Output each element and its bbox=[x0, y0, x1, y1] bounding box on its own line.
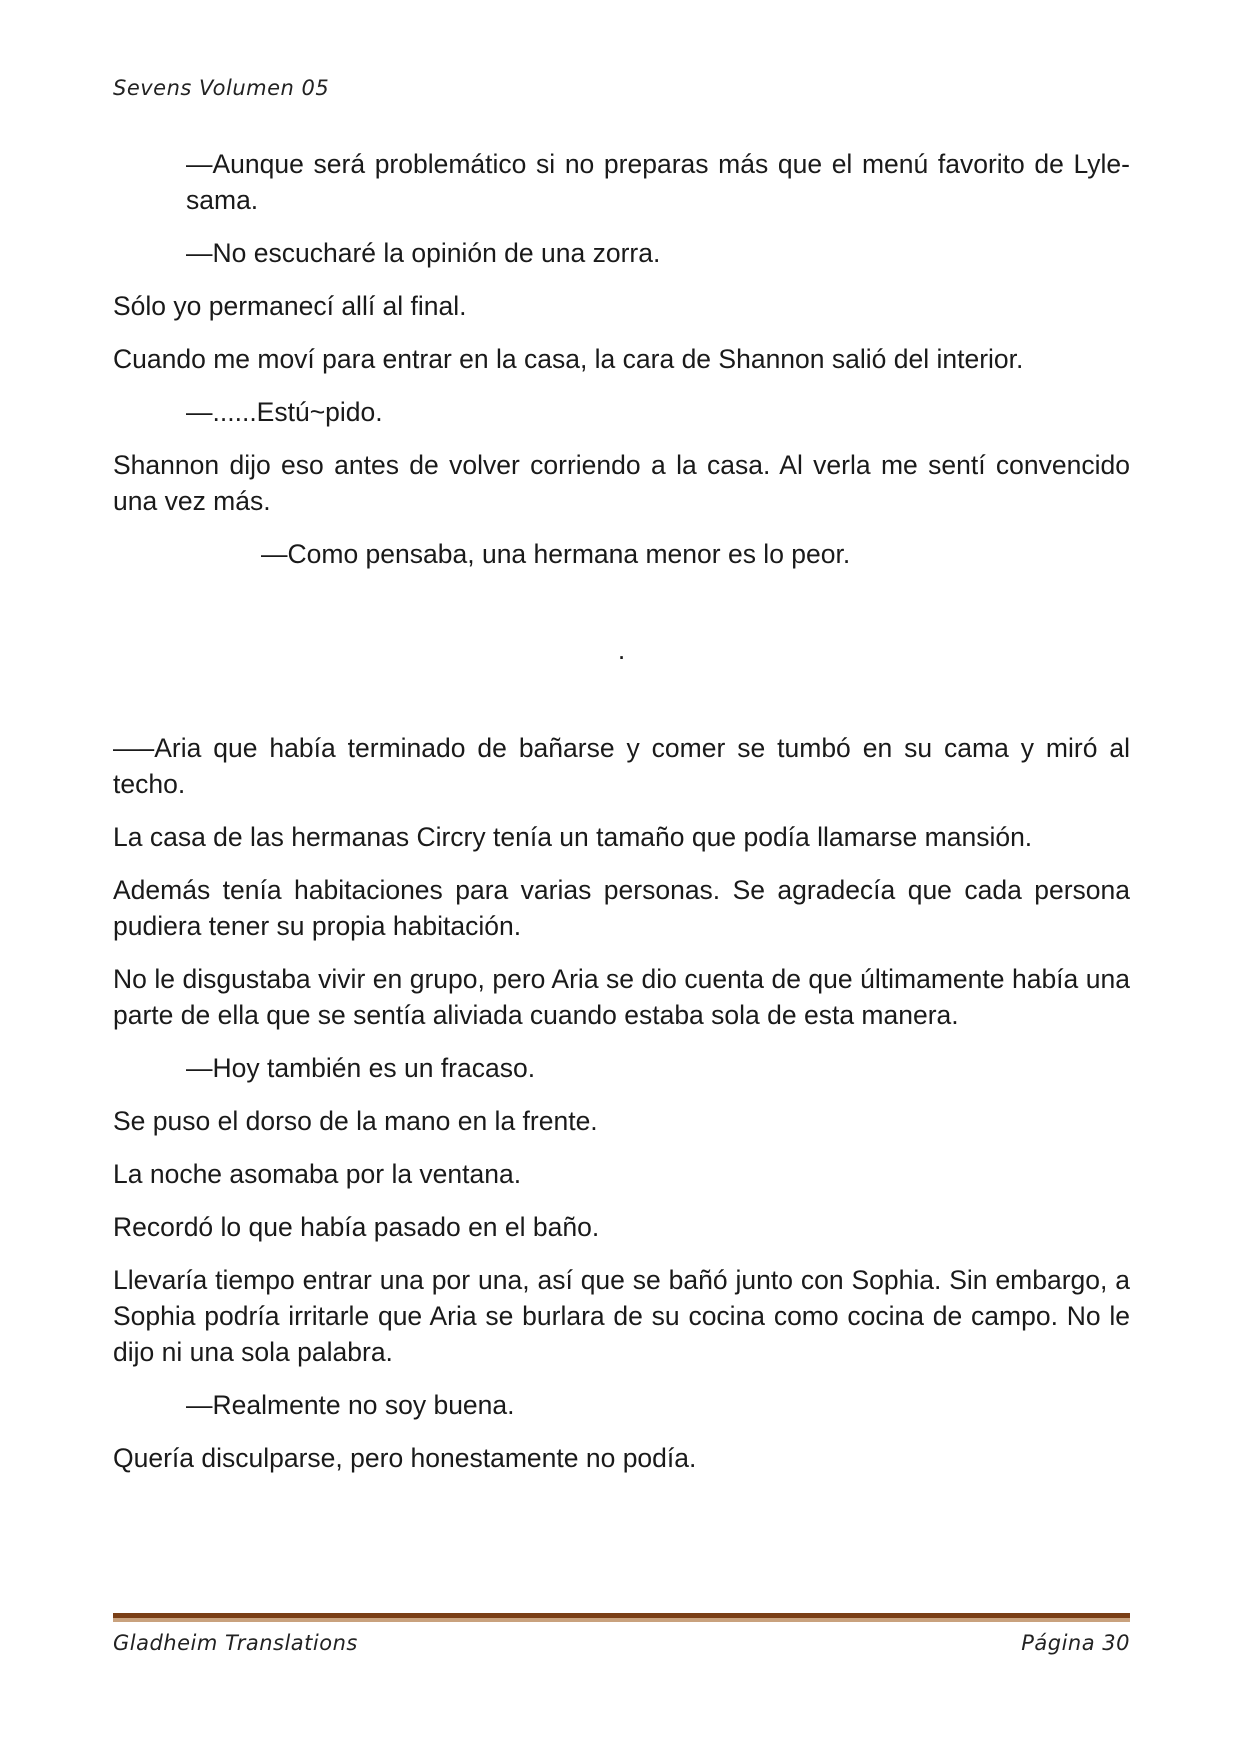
body-paragraph: La noche asomaba por la ventana. bbox=[113, 1159, 522, 1189]
dialogue-line: —Hoy también es un fracaso. bbox=[186, 1053, 536, 1083]
page-number: Página 30 bbox=[1021, 1631, 1130, 1655]
running-header: Sevens Volumen 05 bbox=[113, 76, 330, 100]
scene-separator: . bbox=[617, 635, 626, 665]
footer-publisher: Gladheim Translations bbox=[113, 1631, 358, 1655]
body-paragraph: Recordó lo que había pasado en el baño. bbox=[113, 1212, 600, 1242]
dialogue-line: —Aunque será problemático si no preparas más que el menú favorito de Lyle-sama. bbox=[186, 149, 1130, 215]
body-paragraph: —–Aria que había terminado de bañarse y comer se tumbó en su cama y miró al techo. bbox=[113, 733, 1130, 799]
footer-rule bbox=[113, 1613, 1130, 1618]
body-paragraph: La casa de las hermanas Circry tenía un tamaño que podía llamarse mansión. bbox=[113, 822, 1033, 852]
body-paragraph: Quería disculparse, pero honestamente no podía. bbox=[113, 1443, 697, 1473]
body-paragraph: Llevaría tiempo entrar una por una, así que se bañó junto con Sophia. Sin embargo, a Sophia podría irritarle que Aria se burlara de su cocina como cocina de campo. No le dijo ni una sola palabra. bbox=[113, 1265, 1130, 1367]
body-paragraph: Se puso el dorso de la mano en la frente. bbox=[113, 1106, 598, 1136]
dialogue-line: —......Estú~pido. bbox=[186, 397, 383, 427]
body-paragraph: Además tenía habitaciones para varias personas. Se agradecía que cada persona pudiera tener su propia habitación. bbox=[113, 875, 1130, 941]
body-paragraph: Sólo yo permanecí allí al final. bbox=[113, 291, 467, 321]
dialogue-line: —Como pensaba, una hermana menor es lo peor. bbox=[261, 539, 851, 569]
page-body bbox=[113, 146, 1130, 1493]
body-paragraph: No le disgustaba vivir en grupo, pero Aria se dio cuenta de que últimamente había una parte de ella que se sentía aliviada cuando estaba sola de esta manera. bbox=[113, 964, 1130, 1030]
dialogue-line: —Realmente no soy buena. bbox=[186, 1390, 515, 1420]
body-paragraph: Shannon dijo eso antes de volver corriendo a la casa. Al verla me sentí convencido una vez más. bbox=[113, 450, 1130, 516]
body-paragraph: Cuando me moví para entrar en la casa, la cara de Shannon salió del interior. bbox=[113, 344, 1024, 374]
dialogue-line: —No escucharé la opinión de una zorra. bbox=[186, 238, 661, 268]
